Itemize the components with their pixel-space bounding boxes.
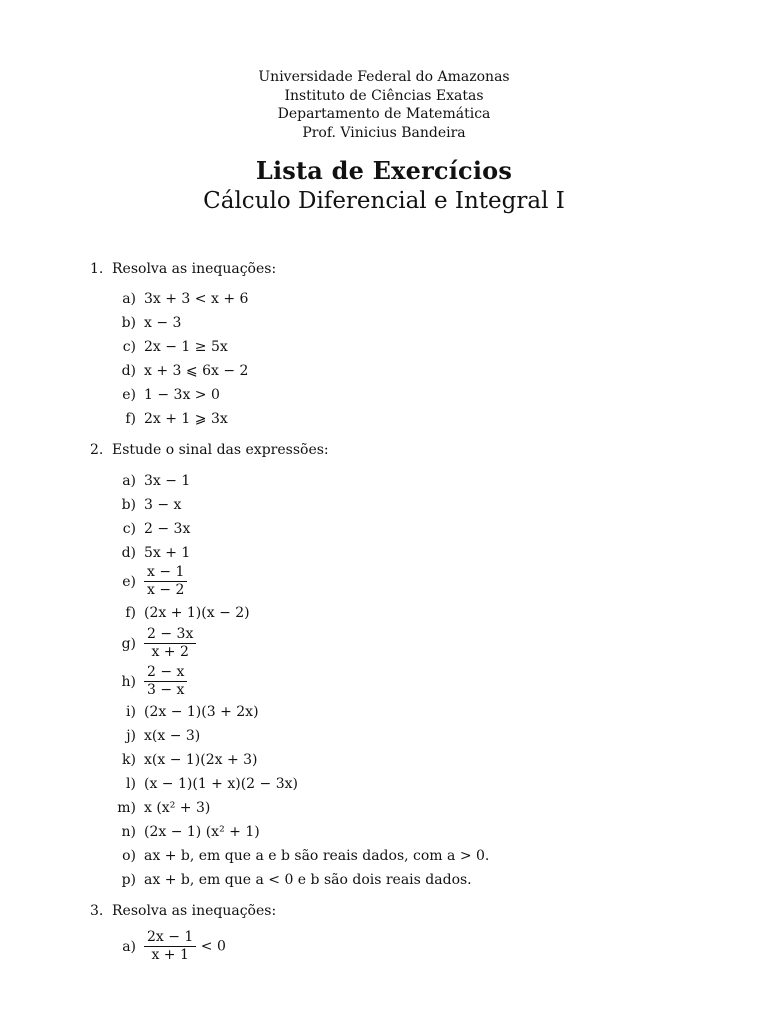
fraction-denominator: x + 2 bbox=[151, 644, 189, 660]
item-expression: x(x − 1)(2x + 3) bbox=[144, 752, 258, 768]
item-label: h) bbox=[121, 674, 136, 690]
item-expression: (2x − 1)(3 + 2x) bbox=[144, 704, 259, 720]
question-number: 1. bbox=[90, 261, 104, 277]
institute-name: Instituto de Ciências Exatas bbox=[284, 87, 484, 104]
item-label: d) bbox=[121, 545, 136, 561]
item-label: f) bbox=[125, 411, 136, 427]
question-prompt: Resolva as inequações: bbox=[112, 903, 277, 919]
fraction-numerator: 2 − 3x bbox=[144, 626, 196, 644]
page-subtitle: Cálculo Diferencial e Integral I bbox=[203, 188, 565, 214]
item-expression: (2x + 1)(x − 2) bbox=[144, 605, 250, 621]
item-expression: ax + b, em que a e b são reais dados, com a > 0. bbox=[144, 848, 490, 864]
item-expression: 3x − 1 bbox=[144, 473, 191, 489]
fraction-numerator: 2x − 1 bbox=[144, 929, 196, 947]
item-expression: 2x + 1 ⩾ 3x bbox=[144, 411, 228, 427]
item-label: l) bbox=[126, 776, 136, 792]
page-title: Lista de Exercícios bbox=[255, 156, 513, 185]
item-expression: 2x − 1 ≥ 5x bbox=[144, 339, 228, 355]
item-label: m) bbox=[117, 800, 136, 816]
item-expression: 1 − 3x > 0 bbox=[144, 387, 220, 403]
question-prompt: Estude o sinal das expressões: bbox=[112, 442, 329, 458]
professor-name: Prof. Vinicius Bandeira bbox=[302, 124, 466, 141]
item-label: a) bbox=[122, 939, 136, 955]
fraction-expression bbox=[144, 626, 196, 661]
fraction-numerator: 2 − x bbox=[144, 664, 187, 682]
item-expression: 5x + 1 bbox=[144, 545, 191, 561]
item-expression: 3 − x bbox=[144, 497, 182, 513]
item-expression: x(x − 3) bbox=[144, 728, 201, 744]
item-label: a) bbox=[122, 473, 136, 489]
fraction-expression bbox=[144, 664, 187, 699]
item-expression: 3x + 3 < x + 6 bbox=[144, 291, 249, 307]
question-number: 2. bbox=[90, 442, 104, 458]
item-label: e) bbox=[122, 387, 136, 403]
item-expression: x + 3 ⩽ 6x − 2 bbox=[144, 363, 249, 379]
item-label: p) bbox=[121, 872, 136, 888]
question-2-heading bbox=[90, 442, 329, 458]
item-expression: 2 − 3x bbox=[144, 521, 191, 537]
fraction-expression bbox=[144, 564, 187, 599]
item-label: k) bbox=[122, 752, 136, 768]
fraction-denominator: 3 − x bbox=[147, 682, 185, 698]
item-label: o) bbox=[122, 848, 136, 864]
institution-header bbox=[0, 68, 768, 142]
item-label: f) bbox=[125, 605, 136, 621]
question-3-heading bbox=[90, 903, 276, 919]
question-1-heading bbox=[90, 261, 276, 277]
question-number: 3. bbox=[90, 903, 104, 919]
inequality-tail: < 0 bbox=[196, 938, 226, 955]
item-label: a) bbox=[122, 291, 136, 307]
item-label: d) bbox=[121, 363, 136, 379]
item-label: j) bbox=[126, 728, 136, 744]
department-name: Departamento de Matemática bbox=[277, 106, 491, 122]
item-label: e) bbox=[122, 574, 136, 590]
university-name: Universidade Federal do Amazonas bbox=[258, 69, 510, 85]
item-expression: (2x − 1) (x² + 1) bbox=[144, 824, 260, 840]
question-prompt: Resolva as inequações: bbox=[112, 261, 277, 277]
item-label: i) bbox=[126, 704, 136, 720]
fraction-expression bbox=[144, 929, 226, 964]
item-expression: x (x² + 3) bbox=[144, 800, 211, 816]
item-label: g) bbox=[121, 636, 136, 652]
item-label: c) bbox=[122, 339, 136, 355]
item-label: b) bbox=[121, 497, 136, 513]
fraction-denominator: x + 1 bbox=[151, 947, 189, 963]
item-expression: ax + b, em que a < 0 e b são dois reais dados. bbox=[144, 872, 472, 888]
item-expression: (x − 1)(1 + x)(2 − 3x) bbox=[144, 776, 298, 792]
fraction-denominator: x − 2 bbox=[147, 582, 185, 598]
item-label: c) bbox=[122, 521, 136, 537]
item-expression: x − 3 bbox=[144, 315, 182, 331]
item-label: n) bbox=[121, 824, 136, 840]
item-label: b) bbox=[121, 315, 136, 331]
fraction-numerator: x − 1 bbox=[144, 564, 187, 582]
